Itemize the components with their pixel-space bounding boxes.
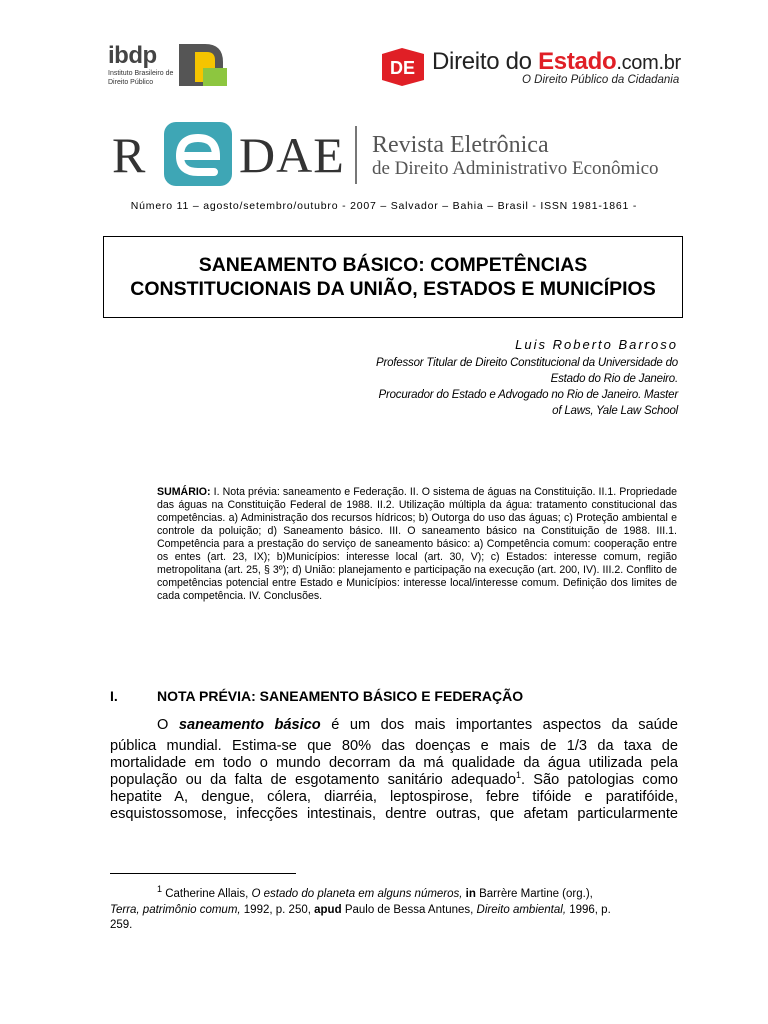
article-title-box	[103, 236, 683, 318]
body-line: esquistossomose, infecções intestinais, dentre outras, que afetam particularmente	[110, 806, 678, 822]
ibdp-wordmark: ibdp	[108, 42, 157, 69]
redae-letter-r: R	[112, 127, 146, 183]
author-affiliation-line: of Laws, Yale Law School	[552, 405, 678, 417]
ibdp-logo	[108, 42, 228, 94]
article-title-line-1: SANEAMENTO BÁSICO: COMPETÊNCIAS	[198, 254, 588, 276]
footnote-line: Terra, patrimônio comum, 1992, p. 250, apud Paulo de Bessa Antunes, Direito ambiental, 1996, p.	[110, 904, 611, 916]
redae-letters-dae: DAE	[239, 127, 345, 183]
footnote-separator	[110, 873, 296, 874]
redae-masthead	[112, 120, 692, 190]
redae-subtitle-2: de Direito Administrativo Econômico	[372, 158, 659, 179]
footnote-line: $^1$ Catherine Allais, O estado do planeta em alguns números, in Barrère Martine (org.),	[157, 884, 593, 900]
summary-text: I. Nota prévia: saneamento e Federação. II. O sistema de águas na Constituição. II.1. Propriedade das águas na Constituição Federal de 1988. II.2. Utilização múltipla da água: tratamento constitucional das competências. a) Administração dos recursos hídricos; b) Outorga do uso das águas; c) Proteção ambiental e controle da poluição; d) Saneamento básico. III. O saneamento básico na Constituição de 1988. III.1. Competência para a prestação do serviço de saneamento básico: a) Competência comum: cooperação entre os entes (art. 23, IX); b)Municípios: interesse local (art. 30, V); c) Estados: interesse comum, região metropolitana (art. 25, § 3º); d) União: planejamento e participação na execução (art. 200, IV). III.2. Conflito de competências potencial entre Estado e Municípios: interesse local/interesse comum. Definição dos limites de cada competência. IV. Conclusões.	[157, 486, 677, 602]
author-affiliation-line: Procurador do Estado e Advogado no Rio de Janeiro. Master	[378, 389, 678, 401]
de-title: Direito do Estado.com.br	[432, 48, 681, 75]
direito-do-estado-logo	[380, 44, 700, 90]
author-name: Luis Roberto Barroso	[515, 337, 678, 352]
article-title-line-2: CONSTITUCIONAIS DA UNIÃO, ESTADOS E MUNICÍPIOS	[130, 278, 656, 300]
de-emblem-icon	[380, 46, 426, 86]
redae-divider	[355, 126, 357, 184]
body-line: mortalidade em todo o mundo decorram da má qualidade da água utilizada pela	[110, 755, 678, 771]
body-line: O saneamento básico é um dos mais importantes aspectos da saúde	[157, 717, 679, 733]
body-line: hepatite A, dengue, cólera, diarréia, leptospirose, febre tifóide e paratifóide,	[110, 789, 678, 805]
footnote-ref: 1	[515, 770, 521, 781]
issue-info: Número 11 – agosto/setembro/outubro - 2007 – Salvador – Bahia – Brasil - ISSN 1981-1861 -	[130, 200, 638, 212]
body-line: pública mundial. Estima-se que 80% das doenças e mais de 1/3 da taxa de	[110, 738, 678, 754]
ibdp-subtitle-2: Direito Público	[108, 79, 154, 86]
section-number: I.	[110, 688, 118, 704]
redae-e-icon	[162, 120, 234, 188]
body-line: população ou da falta de esgotamento sanitário adequado$^1$. São patologias como	[110, 770, 678, 788]
section-title: NOTA PRÉVIA: SANEAMENTO BÁSICO E FEDERAÇÃO	[157, 688, 524, 704]
ibdp-subtitle-1: Instituto Brasileiro de	[108, 70, 174, 77]
footnote-line: 259.	[110, 919, 133, 931]
author-affiliation-line: Estado do Rio de Janeiro.	[550, 373, 678, 385]
redae-subtitle-1: Revista Eletrônica	[372, 132, 549, 158]
svg-text:DE: DE	[390, 58, 416, 78]
ibdp-emblem-icon	[175, 42, 231, 88]
author-affiliation-line: Professor Titular de Direito Constitucional da Universidade do	[376, 357, 678, 369]
de-tagline: O Direito Público da Cidadania	[522, 74, 680, 86]
summary-label: SUMÁRIO:	[157, 486, 211, 498]
summary-paragraph	[157, 486, 677, 603]
